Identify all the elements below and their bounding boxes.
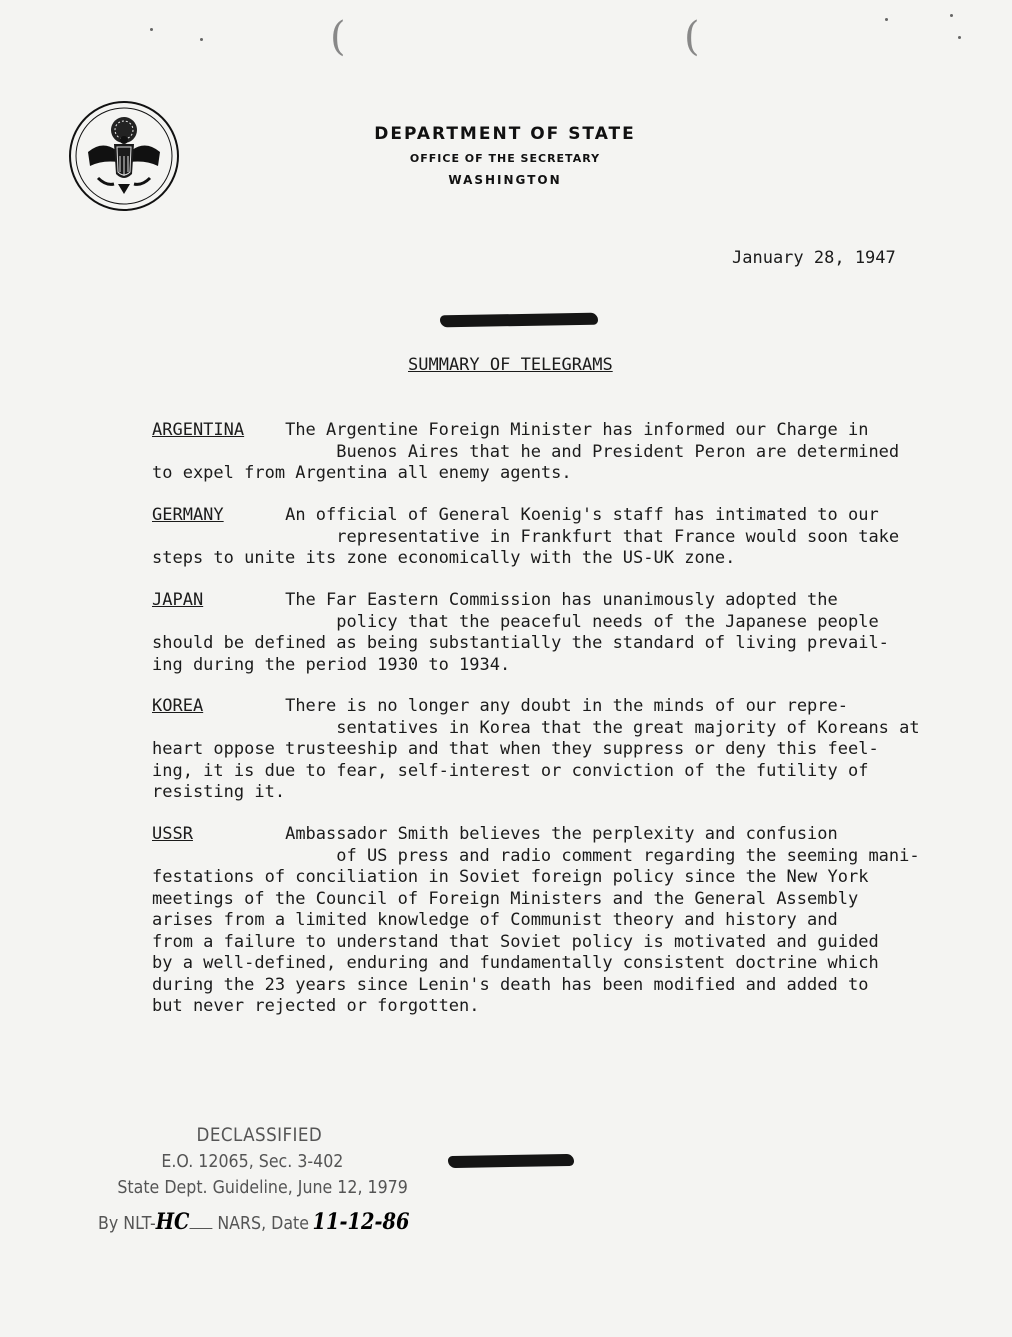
speck (950, 14, 953, 17)
declassification-by-line (98, 1209, 409, 1235)
entry-line: Buenos Aires that he and President Peron are determined (336, 441, 900, 462)
entry-line: There is no longer any doubt in the minds of our repre- (285, 696, 848, 716)
entry-argentina (152, 420, 922, 485)
entry-line: from a failure to understand that Soviet policy is motivated and guided (152, 931, 879, 952)
entry-line: An official of General Koenig's staff has intimated to our (285, 505, 879, 525)
scan-mark-left: ( (330, 14, 346, 60)
entry-line: by a well-defined, enduring and fundamentally consistent doctrine which (152, 953, 879, 973)
department-seal (68, 100, 180, 212)
entry-line: but never rejected or forgotten. (152, 996, 480, 1016)
entry-line: ing during the period 1930 to 1934. (152, 654, 511, 675)
department-name: DEPARTMENT OF STATE (374, 124, 636, 144)
declassification-guideline: State Dept. Guideline, June 12, 1979 (117, 1177, 408, 1198)
entry-line: heart oppose trusteeship and that when they suppress or deny this feel- (152, 739, 879, 759)
scan-mark-right: ( (684, 14, 700, 60)
speck (885, 18, 888, 21)
entry-line: festations of conciliation in Soviet foreign policy since the New York (152, 867, 869, 887)
by-prefix: By NLT- (98, 1213, 156, 1234)
entry-line: sentatives in Korea that the great majority of Koreans at (336, 717, 920, 738)
entry-line: The Argentine Foreign Minister has informed our Charge in (285, 420, 869, 440)
entry-line: meetings of the Council of Foreign Ministers and the General Assembly (152, 888, 859, 909)
entry-line: steps to unite its zone economically with the US-UK zone. (152, 548, 736, 568)
country-label: GERMANY (152, 505, 224, 525)
city-name: WASHINGTON (448, 173, 562, 187)
document-date: January 28, 1947 (732, 248, 896, 268)
entry-line: during the 23 years since Lenin's death has been modified and added to (152, 974, 869, 995)
entry-line: representative in Frankfurt that France would soon take (336, 526, 900, 547)
classification-marking-top (440, 313, 598, 328)
entry-line: policy that the peaceful needs of the Japanese people (336, 611, 879, 632)
declassification-date: 11-12-86 (312, 1209, 410, 1235)
reviewer-initials: HC (155, 1209, 190, 1235)
nars-label: NARS, Date (217, 1213, 310, 1234)
country-label: USSR (152, 824, 193, 844)
speck (150, 28, 153, 31)
classification-marking-bottom (448, 1154, 574, 1168)
country-label: JAPAN (152, 590, 204, 610)
office-name: OFFICE OF THE SECRETARY (409, 152, 601, 165)
entry-line: arises from a limited knowledge of Communist theory and history and (152, 910, 838, 930)
entry-ussr (152, 824, 922, 1018)
entry-japan (152, 590, 922, 676)
country-label: ARGENTINA (152, 420, 245, 440)
entry-line: Ambassador Smith believes the perplexity and confusion (285, 824, 838, 844)
entry-line: of US press and radio comment regarding the seeming mani- (336, 845, 920, 866)
country-label: KOREA (152, 696, 204, 716)
letterhead (340, 124, 670, 187)
page-title: SUMMARY OF TELEGRAMS (408, 355, 613, 375)
entry-line: to expel from Argentina all enemy agents. (152, 463, 572, 483)
speck (958, 36, 961, 39)
declassified-label: DECLASSIFIED (196, 1124, 323, 1146)
speck (200, 38, 203, 41)
entry-korea (152, 696, 922, 804)
entry-line: should be defined as being substantially the standard of living prevail- (152, 633, 889, 653)
entry-line: resisting it. (152, 782, 286, 802)
entry-line: The Far Eastern Commission has unanimously adopted the (285, 590, 838, 610)
entry-germany (152, 505, 922, 570)
entry-line: ing, it is due to fear, self-interest or conviction of the futility of (152, 760, 869, 781)
declassification-authority: E.O. 12065, Sec. 3-402 (161, 1151, 344, 1172)
